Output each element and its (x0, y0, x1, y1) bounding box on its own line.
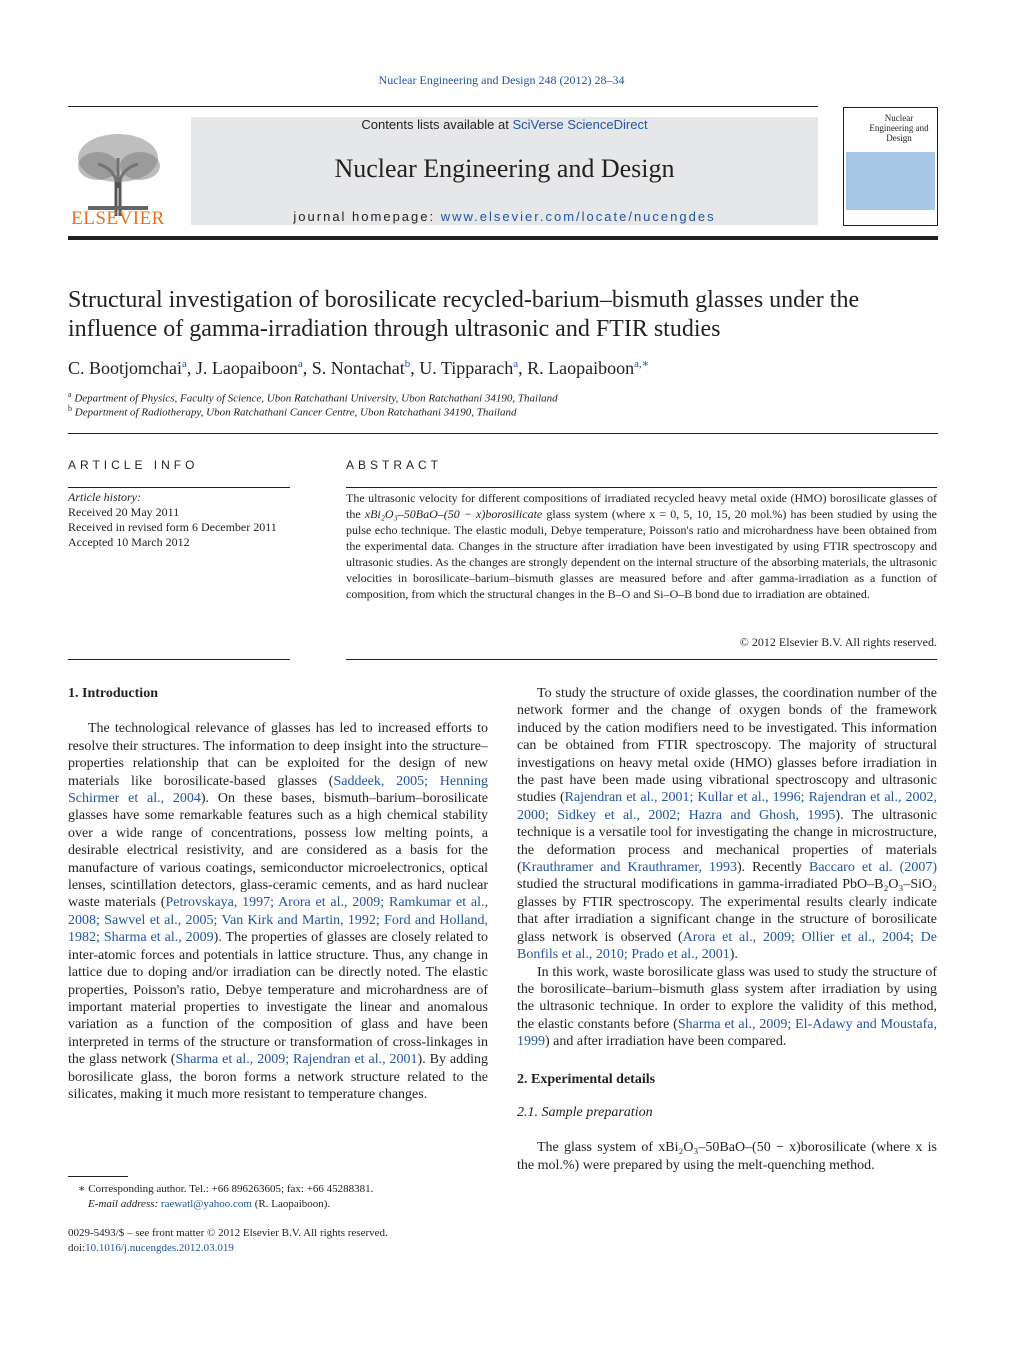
citation-link[interactable]: Krauthramer and Krauthramer, 1993 (521, 860, 737, 876)
doi-link[interactable]: 10.1016/j.nucengdes.2012.03.019 (85, 1242, 234, 1254)
author-name: J. Laopaiboon (195, 358, 298, 378)
header-top-rule (68, 106, 818, 107)
text-span: To study the structure of oxide glasses, the coordination number of the network former and the change of oxygen bonds of the framework induced by the cation modifiers need to be investigated. This information can be obtained from FTIR spectroscopy. The majority of structural investigations on heavy metal oxide (HMO) glasses before irradiation in the past have been made using vibrational spectroscopy and ultrasonic studies ( (517, 686, 937, 806)
article-info-bottom-rule (68, 659, 290, 660)
text-span: studied the structural modifications in gamma-irradiated PbO–B₂O₃–SiO₂ glasses by FTIR spectroscopy. The experimental results clearly indicate that after irradiation a significant change in the structure of borosilicate glass network is observed ( (517, 877, 937, 945)
header-thick-rule (68, 236, 938, 240)
abstract-text-part: glass system (where x = 0, 5, 10, 15, 20 mol.%) has been studied by using the pulse echo technique. The elastic moduli, Debye temperature, Poisson's ratio and microhardness have been obtained from the experimental data. Changes in the structure after irradiation have been investigated by using FTIR spectroscopy and ultrasonic studies. As the changes are strongly dependent on the internal structure of the absorbing materials, the ultrasonic velocities in borosilicate–barium–bismuth glasses are measured before and after gamma-irradiation as a function of composition, from which the structural changes in the B–O and Si–O–B bond due to irradiation are obtained. (346, 507, 937, 601)
sciencedirect-link[interactable]: SciVerse ScienceDirect (512, 117, 648, 132)
abstract-formula: xBi₂O₃–50BaO–(50 − x)borosilicate (364, 507, 543, 521)
author-name: U. Tipparach (419, 358, 514, 378)
footnote-rule (68, 1176, 128, 1177)
text-span: ). On these bases, bismuth–barium–borosilicate glasses have some remarkable features such as a high chemical stability over a wide range of concentrations, possess low melting points, a desirable electrical resistivity, and are considered as a basis for the manufacture of various coatings, semiconductor microelectronics, optical lenses, scintillation detectors, glass-ceramic cements, and as hard nuclear waste materials ( (68, 791, 488, 911)
email-link[interactable]: raewatl@yahoo.com (160, 1198, 252, 1210)
text-span: ). The ultrasonic technique is a versatile tool for investigating the change in microstructure, the deformation process and mechanical properties of materials ( (517, 807, 937, 876)
right-body-column (517, 685, 937, 1174)
text-span: In this work, waste borosilicate glass was used to study the structure of the borosilicate–barium–bismuth glass system after irradiation by using the ultrasonic technique. In order to explore the validity of this method, the elastic constants before ( (517, 964, 937, 1032)
doi-label: doi: (68, 1242, 86, 1254)
citation-link[interactable]: Sharma et al., 2009; Rajendran et al., 2001 (175, 1052, 418, 1068)
homepage-line (191, 209, 818, 224)
author-name: C. Bootjomchai (68, 358, 182, 378)
section-2-heading: 2. Experimental details (517, 1071, 656, 1087)
email-line (68, 1197, 373, 1212)
contents-line (191, 117, 818, 132)
citation-link[interactable]: Saddeek, 2005; Henning Schirmer et al., 2004 (68, 773, 488, 807)
article-info-rule (68, 487, 290, 488)
text-span: ) and after irradiation have been compared. (545, 1034, 787, 1050)
affiliation-mark: b (68, 404, 72, 413)
left-body-column (68, 685, 488, 1103)
body-paragraph (517, 964, 937, 1051)
author-name: S. Nontachat (311, 358, 405, 378)
abstract-bottom-rule (346, 659, 937, 660)
citation-link[interactable]: Arora et al., 2009; Ollier et al., 2004; De Bonfils et al., 2010; Prado et al., 2001 (517, 929, 937, 963)
text-span: ). Recently (736, 860, 809, 876)
author-affiliation-mark[interactable]: a (513, 358, 519, 370)
article-info-heading: ARTICLE INFO (68, 458, 199, 472)
abstract-heading: ABSTRACT (346, 458, 443, 472)
abstract-rule (346, 487, 937, 488)
affiliation-b (68, 404, 516, 419)
affiliation-text: Department of Physics, Faculty of Science, Ubon Ratchathani University, Ubon Ratchathani 34190, Thailand (74, 392, 558, 405)
affiliation-mark: a (68, 390, 72, 399)
contents-prefix: Contents lists available at (361, 117, 513, 132)
front-matter-info (68, 1226, 388, 1256)
text-span: ). By adding borosilicate glass, the boron forms a network structure related to the silicates, making it much more resistant to temperature changes. (68, 1052, 488, 1102)
citation-link[interactable]: Petrovskaya, 1997; Arora et al., 2009; Ramkumar et al., 2008; Sawvel et al., 2005; Van Kirk and Martin, 1992; Ford and Holland, 1982; Sharma et al., 2009 (68, 895, 488, 946)
cover-title: Nuclear Engineering and Design (869, 113, 929, 143)
doi-line (68, 1241, 388, 1256)
issn-line: 0029-5493/$ – see front matter © 2012 Elsevier B.V. All rights reserved. (68, 1227, 388, 1239)
abstract-text-part: The ultrasonic velocity for different compositions of irradiated recycled heavy metal oxide (HMO) borosilicate glasses of the (346, 491, 937, 521)
author-affiliation-mark[interactable]: a (182, 358, 187, 370)
author-affiliation-mark[interactable]: a,∗ (634, 358, 650, 370)
cover-image-area (846, 152, 935, 210)
email-label: E-mail address: (88, 1198, 161, 1210)
affiliations-rule (68, 433, 938, 434)
affiliation-text: Department of Radiotherapy, Ubon Ratchathani Cancer Centre, Ubon Ratchathani 34190, Thailand (74, 406, 517, 419)
intro-paragraph (68, 720, 488, 1103)
author-list: C. Bootjomchai$^a$, J. Laopaiboon$^a$, S. Nontachat$^b$, U. Tipparach$^a$, R. Laopaiboon$^{a,∗}$ (68, 358, 650, 378)
abstract-body (346, 490, 937, 602)
author-affiliation-mark[interactable]: a (297, 358, 303, 370)
revised-date: Received in revised form 6 December 2011 (68, 520, 277, 534)
text-span: ). The properties of glasses are closely related to inter-atomic forces and potentials in lattice structure. Thus, any change in lattice due to doping and/or irradiation can be directly noted. The elastic properties, Poisson's ratio, Debye temperature and microhardness are of important material properties to investigate the linear and anomalous variation as a function of the composition of glass and have been interpreted in terms of the structure or transformation of cross-linkages in the glass network ( (68, 930, 488, 1068)
received-date: Received 20 May 2011 (68, 505, 180, 519)
subsection-2-1-heading: 2.1. Sample preparation (517, 1104, 653, 1120)
journal-title: Nuclear Engineering and Design (334, 154, 675, 183)
homepage-prefix: journal homepage: (293, 209, 441, 224)
body-paragraph: The glass system of xBi₂O₃–50BaO–(50 − x)borosilicate (where x is the mol.%) were prepared by using the melt-quenching method. (517, 1140, 937, 1173)
email-suffix: (R. Laopaiboon). (252, 1198, 331, 1210)
section-1-heading: 1. Introduction (68, 686, 158, 701)
abstract-copyright: © 2012 Elsevier B.V. All rights reserved. (739, 635, 937, 649)
text-span: The technological relevance of glasses has led to increased efforts to resolve their structures. The information to deep insight into the structure–properties relationship that can be exploited for the design of new materials like borosilicate-based glasses ( (68, 721, 488, 789)
author-name: R. Laopaiboon (527, 358, 635, 378)
homepage-link[interactable]: www.elsevier.com/locate/nucengdes (440, 209, 716, 224)
author-affiliation-mark[interactable]: b (404, 358, 411, 370)
citation-link[interactable]: Sharma et al., 2009; El-Adawy and Moustafa, 1999 (517, 1016, 937, 1050)
corresponding-author-footnote (68, 1182, 373, 1212)
article-title: Structural investigation of borosilicate recycled-barium–bismuth glasses under the influence of gamma-irradiation through ultrasonic and FTIR studies (68, 287, 860, 342)
journal-reference-link[interactable]: Nuclear Engineering and Design 248 (2012) 28–34 (378, 73, 625, 87)
affiliation-a (68, 390, 558, 405)
text-span: ). (729, 947, 738, 963)
body-paragraph (517, 685, 937, 964)
article-history (68, 490, 277, 550)
history-label: Article history: (68, 490, 141, 504)
accepted-date: Accepted 10 March 2012 (68, 535, 190, 549)
citation-link[interactable]: Baccaro et al. (2007) (808, 860, 937, 876)
elsevier-wordmark: ELSEVIER (71, 208, 165, 229)
citation-link[interactable]: Rajendran et al., 2001; Kullar et al., 1996; Rajendran et al., 2002, 2000; Sidkey et al., 2002; Hazra and Ghosh, 1995 (517, 790, 937, 823)
corresponding-text: ∗ Corresponding author. Tel.: +66 896263605; fax: +66 45288381. (78, 1183, 374, 1195)
